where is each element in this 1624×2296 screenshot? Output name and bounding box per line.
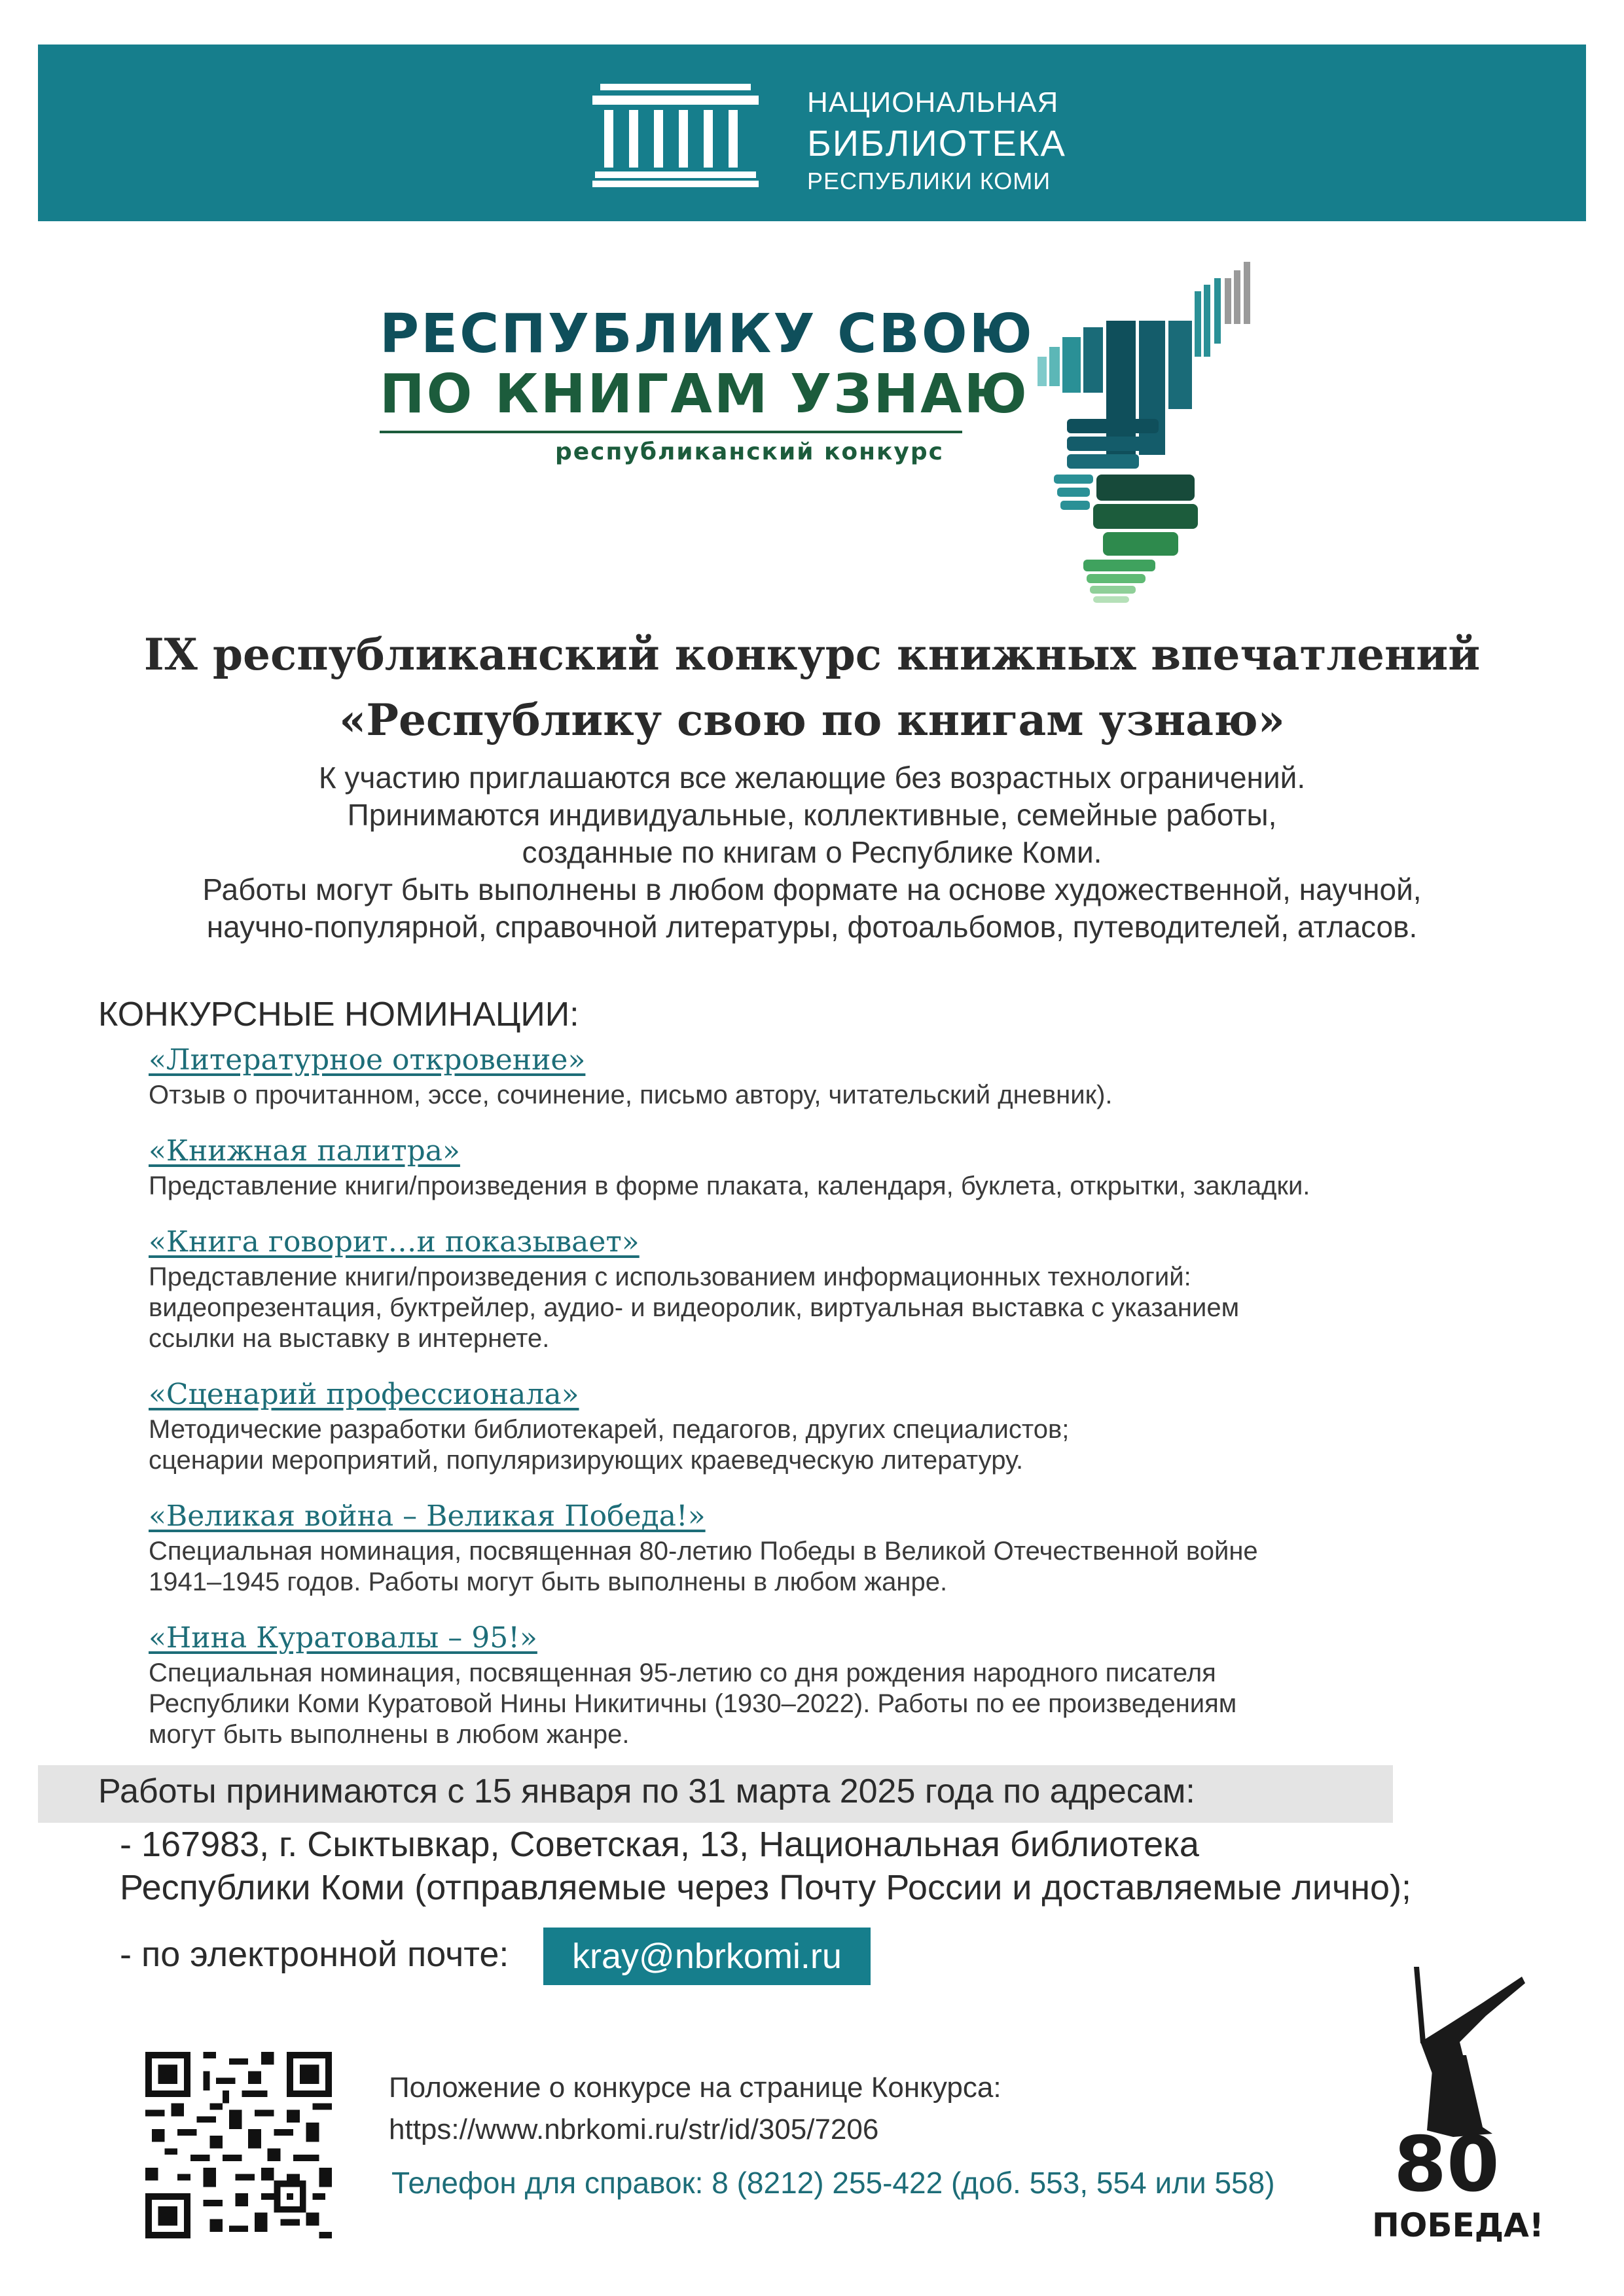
library-building-icon — [592, 77, 812, 188]
title-line1: IX республиканский конкурс книжных впечатлений — [143, 629, 1481, 680]
contest-logo-rule — [380, 431, 962, 433]
nomination-desc: Специальная номинация, посвященная 80-летию Победы в Великой Отечественной войне — [149, 1537, 1258, 1566]
nomination-desc: 1941–1945 годов. Работы могут быть выполнены в любом жанре. — [149, 1568, 948, 1596]
library-name — [807, 88, 1066, 193]
address-line1: - 167983, г. Сыктывкар, Советская, 13, Национальная библиотека — [120, 1825, 1199, 1864]
page-title — [0, 622, 1624, 753]
nomination-desc: Республики Коми Куратовой Нины Никитичны (1930–2022). Работы по ее произведениям — [149, 1689, 1237, 1718]
nomination-item — [149, 1041, 1556, 1111]
email-label: - по электронной почте: — [120, 1935, 509, 1974]
nomination-desc: сценарии мероприятий, популяризирующих краеведческую литературу. — [149, 1446, 1024, 1475]
nomination-item — [149, 1375, 1556, 1476]
nomination-desc: ссылки на выставку в интернете. — [149, 1324, 550, 1353]
intro-line: Работы могут быть выполнены в любом формате на основе художественной, научной, — [202, 872, 1422, 906]
victory-number: 80 — [1394, 2121, 1500, 2209]
victory-word: ПОБЕДА! — [1372, 2206, 1544, 2244]
address-line2: Республики Коми (отправляемые через Почту России и доставляемые лично); — [120, 1868, 1412, 1907]
contest-logo-line1: РЕСПУБЛИКУ СВОЮ — [380, 303, 1034, 365]
nomination-desc: Методические разработки библиотекарей, педагогов, других специалистов; — [149, 1415, 1070, 1444]
nomination-desc: Отзыв о прочитанном, эссе, сочинение, письмо автору, читательский дневник). — [149, 1081, 1113, 1109]
phone-info: Телефон для справок: 8 (8212) 255-422 (доб. 553, 554 или 558) — [391, 2166, 1275, 2200]
regulation-label: Положение о конкурсе на странице Конкурса: — [389, 2072, 1001, 2104]
nomination-title[interactable]: «Великая война – Великая Победа!» — [149, 1499, 706, 1533]
title-line2: «Республику свою по книгам узнаю» — [339, 694, 1285, 745]
postal-address — [120, 1823, 1411, 1909]
nomination-title[interactable]: «Книжная палитра» — [149, 1134, 460, 1168]
regulation-link[interactable]: https://www.nbrkomi.ru/str/id/305/7206 — [389, 2113, 879, 2145]
contest-logo-line2: ПО КНИГАМ УЗНАЮ — [380, 363, 1029, 425]
nomination-title[interactable]: «Сценарий профессионала» — [149, 1378, 579, 1411]
nomination-item — [149, 1223, 1556, 1354]
intro-line: научно-популярной, справочной литературы, фотоальбомов, путеводителей, атласов. — [206, 910, 1418, 944]
deadline-text: Работы принимаются с 15 января по 31 марта 2025 года по адресам: — [98, 1772, 1195, 1810]
intro-line: созданные по книгам о Республике Коми. — [522, 835, 1102, 869]
intro-line: К участию приглашаются все желающие без возрастных ограничений. — [318, 761, 1306, 795]
regulation-info — [389, 2067, 1001, 2151]
book-stack-map-icon — [907, 259, 1267, 609]
qr-code-icon[interactable] — [145, 2052, 332, 2238]
nomination-desc: Представление книги/произведения в форме плаката, календаря, буклета, открытки, закладки. — [149, 1172, 1310, 1200]
library-name-line3: РЕСПУБЛИКИ КОМИ — [807, 168, 1051, 194]
intro-line: Принимаются индивидуальные, коллективные, семейные работы, — [347, 798, 1277, 832]
library-name-line1: НАЦИОНАЛЬНАЯ — [807, 86, 1059, 118]
nomination-item — [149, 1132, 1556, 1202]
nomination-desc: видеопрезентация, буктрейлер, аудио- и видеоролик, виртуальная выставка с указанием — [149, 1293, 1240, 1322]
nomination-item — [149, 1619, 1556, 1750]
nomination-title[interactable]: «Литературное откровение» — [149, 1043, 586, 1077]
intro-text — [0, 759, 1624, 946]
nomination-desc: Представление книги/произведения с использованием информационных технологий: — [149, 1263, 1191, 1291]
contest-logo-subtitle: республиканский конкурс — [555, 439, 944, 465]
nominations-heading: КОНКУРСНЫЕ НОМИНАЦИИ: — [98, 996, 579, 1033]
nomination-item — [149, 1497, 1556, 1598]
nominations-list — [149, 1041, 1556, 1771]
nomination-title[interactable]: «Книга говорит…и показывает» — [149, 1225, 640, 1259]
nomination-desc: Специальная номинация, посвященная 95-летию со дня рождения народного писателя — [149, 1659, 1216, 1687]
nomination-title[interactable]: «Нина Куратовалы – 95!» — [149, 1621, 537, 1655]
library-name-line2: БИБЛИОТЕКА — [807, 122, 1066, 164]
email-link[interactable]: kray@nbrkomi.ru — [543, 1928, 871, 1985]
nomination-desc: могут быть выполнены в любом жанре. — [149, 1720, 630, 1749]
